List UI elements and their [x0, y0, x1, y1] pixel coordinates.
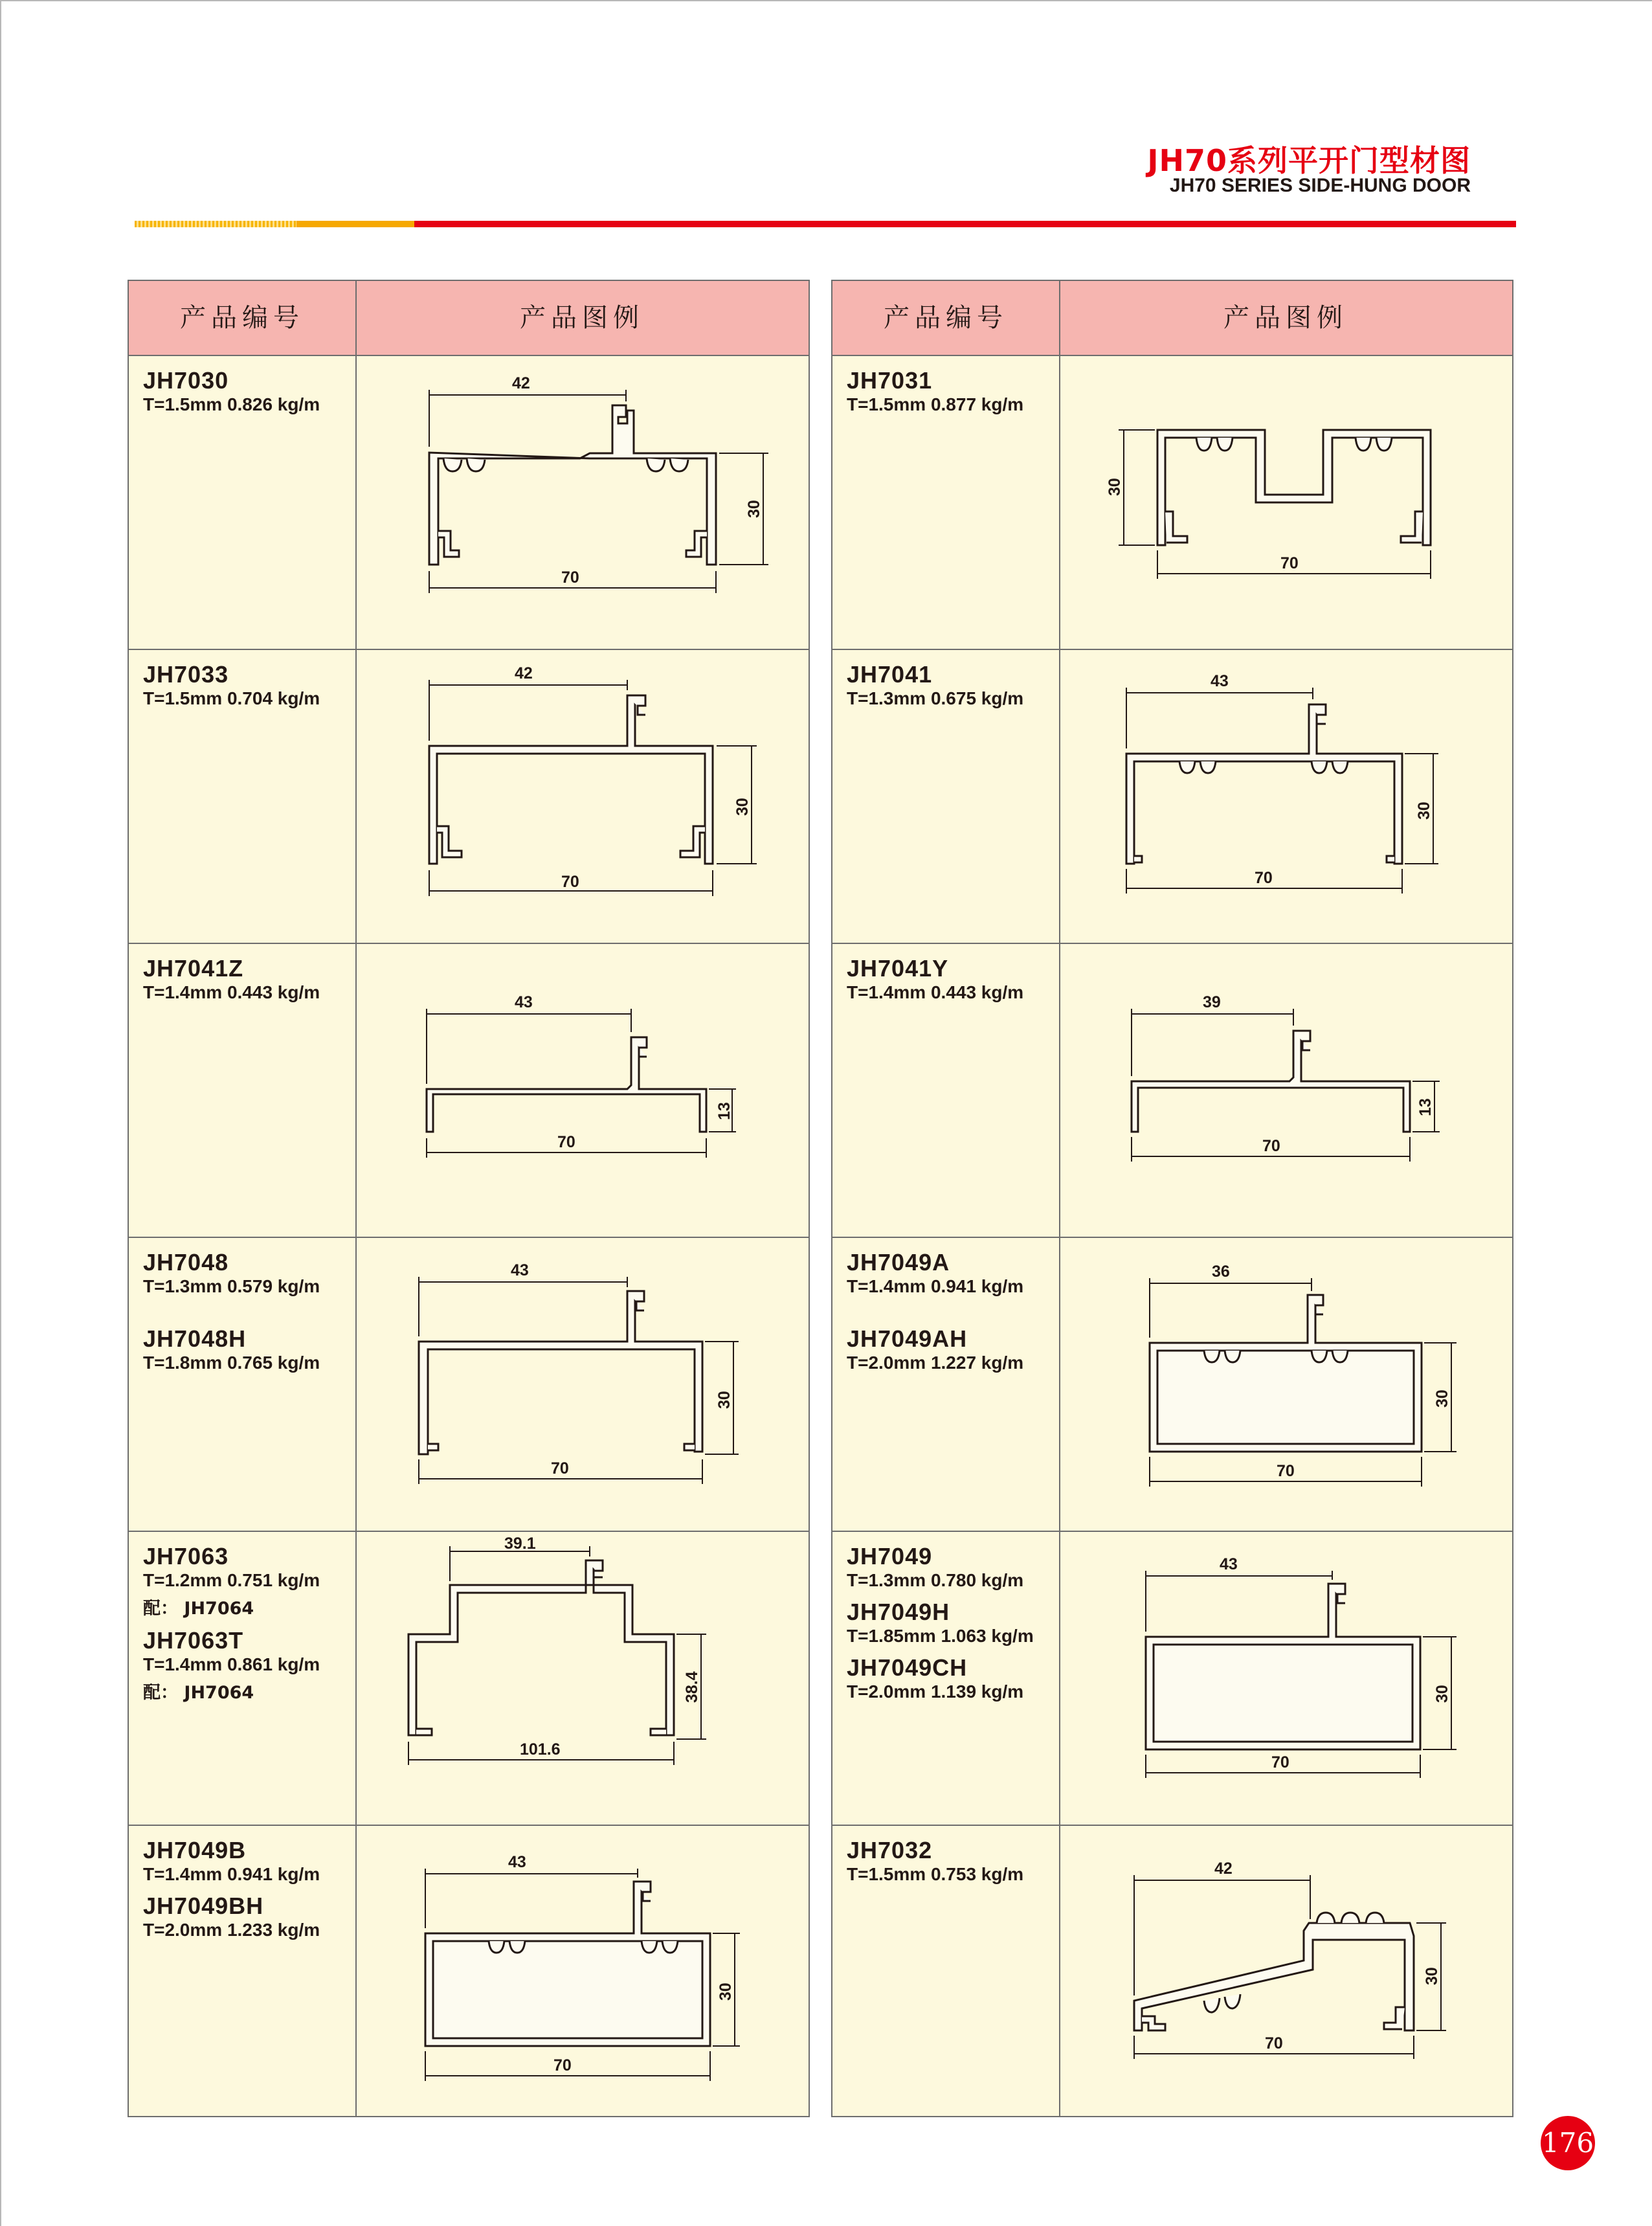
product-spec: T=1.8mm 0.765 kg/m [143, 1353, 320, 1373]
product-code: JH7033 [143, 661, 229, 688]
dim-bottom: 70 [1277, 1462, 1295, 1480]
product-spec: T=2.0mm 1.139 kg/m [847, 1681, 1024, 1702]
product-spec: T=1.4mm 0.443 kg/m [143, 982, 320, 1002]
table-row [129, 1237, 809, 1531]
dim-top: 43 [511, 1261, 529, 1279]
product-info [847, 956, 1060, 1004]
product-spec: T=1.2mm 0.751 kg/m [143, 1570, 320, 1590]
dim-side: 30 [1433, 1389, 1451, 1408]
dim-bottom: 70 [553, 2056, 572, 2074]
matching-part: 配： JH7064 [143, 1683, 254, 1703]
dim-bottom: 101.6 [520, 1740, 561, 1759]
dim-bottom: 70 [1280, 554, 1299, 572]
col-header-code: 产品编号 [884, 303, 1008, 333]
product-spec: T=1.3mm 0.675 kg/m [847, 688, 1024, 708]
product-spec: T=1.5mm 0.704 kg/m [143, 688, 320, 708]
dim-side: 30 [733, 798, 752, 816]
table-header [129, 281, 809, 356]
product-info [847, 1250, 1060, 1374]
dim-bottom: 70 [1265, 2034, 1283, 2052]
col-header-image: 产品图例 [520, 303, 644, 333]
profile-drawing [357, 1826, 809, 2119]
profile-drawing [1060, 356, 1512, 649]
product-code: JH7063 [143, 1543, 229, 1569]
product-code: JH7049CH [847, 1654, 968, 1681]
product-code: JH7041Z [143, 955, 244, 982]
page-number: 176 [1541, 2116, 1595, 2170]
product-spec: T=1.5mm 0.877 kg/m [847, 394, 1024, 414]
col-header-image: 产品图例 [1223, 303, 1348, 333]
product-spec: T=1.85mm 1.063 kg/m [847, 1626, 1034, 1646]
product-code: JH7049 [847, 1543, 933, 1569]
table-row [129, 1531, 809, 1825]
dim-side: 30 [1106, 478, 1124, 496]
product-info [847, 662, 1060, 710]
dim-side: 30 [745, 500, 763, 518]
dim-top: 43 [1211, 672, 1229, 690]
product-spec: T=1.3mm 0.579 kg/m [143, 1276, 320, 1296]
dim-bottom: 70 [1262, 1137, 1280, 1155]
dim-bottom: 70 [557, 1133, 575, 1151]
profile-table-right [831, 280, 1513, 2117]
product-code: JH7041 [847, 661, 933, 688]
product-code: JH7049H [847, 1599, 950, 1625]
table-row [129, 943, 809, 1237]
dim-bottom: 70 [1255, 869, 1273, 887]
product-spec: T=1.5mm 0.826 kg/m [143, 394, 320, 414]
product-spec: T=2.0mm 1.227 kg/m [847, 1353, 1024, 1373]
header-rule-dotted [135, 221, 296, 227]
dim-top: 43 [1220, 1555, 1238, 1573]
product-spec: T=2.0mm 1.233 kg/m [143, 1920, 320, 1940]
dim-side: 30 [1433, 1685, 1451, 1703]
dim-top: 43 [515, 993, 533, 1011]
product-info [847, 1544, 1060, 1703]
profile-drawing [1060, 1238, 1512, 1531]
profile-drawing [1060, 1826, 1512, 2119]
table-row [832, 649, 1512, 943]
product-code: JH7048H [143, 1325, 247, 1352]
table-row [832, 1531, 1512, 1825]
dim-top: 39.1 [504, 1535, 536, 1553]
product-code: JH7049BH [143, 1893, 264, 1919]
dim-side: 30 [1415, 802, 1433, 820]
product-code: JH7049B [143, 1837, 247, 1863]
dim-top: 39 [1203, 993, 1221, 1011]
page-subtitle: JH70 SERIES SIDE-HUNG DOOR [1169, 175, 1471, 196]
table-row [129, 649, 809, 943]
dim-top: 42 [515, 664, 533, 682]
profile-drawing [357, 1238, 809, 1531]
dim-bottom: 70 [551, 1459, 569, 1478]
profile-drawing [357, 356, 809, 649]
dim-top: 42 [1214, 1860, 1233, 1878]
dim-side: 13 [1416, 1098, 1434, 1116]
product-info [143, 1544, 357, 1704]
page-title: JH70系列平开门型材图 [1147, 143, 1471, 178]
dim-bottom: 70 [1271, 1753, 1289, 1771]
dim-top: 36 [1212, 1263, 1230, 1281]
product-code: JH7030 [143, 367, 229, 394]
product-code: JH7049A [847, 1249, 950, 1276]
product-info [143, 1250, 357, 1374]
product-spec: T=1.5mm 0.753 kg/m [847, 1864, 1024, 1884]
table-row [832, 355, 1512, 649]
product-spec: T=1.4mm 0.861 kg/m [143, 1654, 320, 1674]
profile-drawing [357, 1532, 809, 1825]
col-header-code: 产品编号 [180, 303, 304, 333]
product-code: JH7031 [847, 367, 933, 394]
product-code: JH7041Y [847, 955, 949, 982]
header-rule-red [414, 221, 1516, 227]
profile-table-left [128, 280, 810, 2117]
product-spec: T=1.3mm 0.780 kg/m [847, 1570, 1024, 1590]
table-row [129, 355, 809, 649]
product-code: JH7048 [143, 1249, 229, 1276]
product-spec: T=1.4mm 0.941 kg/m [847, 1276, 1024, 1296]
dim-side: 30 [1423, 1967, 1441, 1985]
product-info [143, 1838, 357, 1941]
product-info [847, 368, 1060, 416]
profile-drawing [357, 650, 809, 943]
header-rule-orange [296, 221, 414, 227]
product-info [143, 662, 357, 710]
table-row [129, 1825, 809, 2119]
product-code: JH7063T [143, 1627, 244, 1654]
dim-bottom: 70 [561, 568, 579, 587]
product-info [143, 956, 357, 1004]
dim-bottom: 70 [561, 873, 579, 891]
table-row [832, 1825, 1512, 2119]
matching-part: 配： JH7064 [143, 1599, 254, 1619]
product-code: JH7049AH [847, 1325, 968, 1352]
product-info [143, 368, 357, 416]
profile-drawing [1060, 944, 1512, 1237]
profile-drawing [1060, 1532, 1512, 1825]
profile-drawing [357, 944, 809, 1237]
table-header [832, 281, 1512, 356]
dim-top: 43 [508, 1853, 526, 1871]
table-row [832, 943, 1512, 1237]
dim-side: 13 [715, 1102, 733, 1120]
dim-side: 30 [717, 1983, 735, 2001]
dim-side: 38.4 [683, 1671, 701, 1703]
dim-top: 42 [512, 374, 530, 392]
dim-side: 30 [715, 1391, 733, 1409]
product-code: JH7032 [847, 1837, 933, 1863]
product-info [847, 1838, 1060, 1885]
profile-drawing [1060, 650, 1512, 943]
product-spec: T=1.4mm 0.443 kg/m [847, 982, 1024, 1002]
product-spec: T=1.4mm 0.941 kg/m [143, 1864, 320, 1884]
table-row [832, 1237, 1512, 1531]
